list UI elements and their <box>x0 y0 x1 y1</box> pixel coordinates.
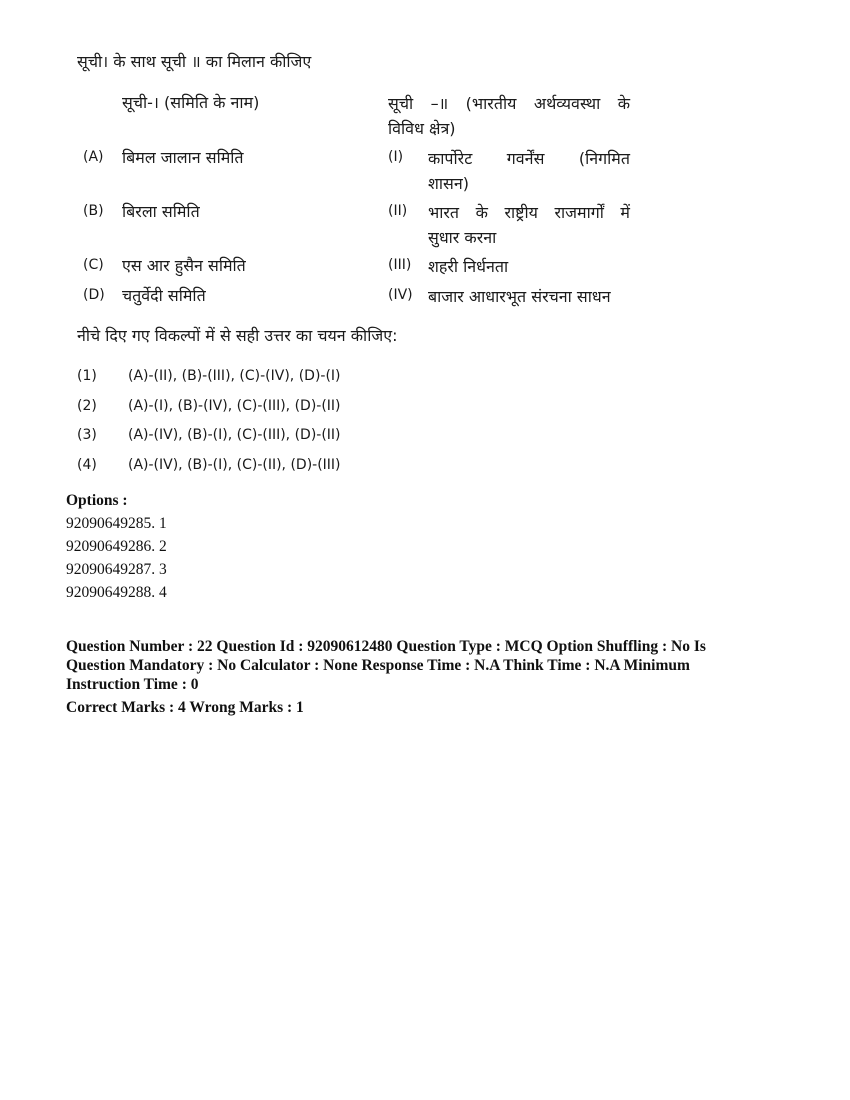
row-right-key: (II) <box>388 203 408 219</box>
question-meta <box>66 637 756 717</box>
meta-line: Question Mandatory : No Calculator : None Response Time : N.A Think Time : N.A Minimum <box>66 657 690 674</box>
row-left-text: बिमल जालान समिति <box>122 148 244 167</box>
choice-text: (A)-(II), (B)-(III), (C)-(IV), (D)-(I) <box>128 368 341 384</box>
choice-text: (A)-(I), (B)-(IV), (C)-(III), (D)-(II) <box>128 398 341 414</box>
row-right-key: (IV) <box>388 287 413 303</box>
row-right-text <box>428 146 630 196</box>
row-right-text <box>428 284 630 309</box>
row-left-text: बिरला समिति <box>122 202 200 221</box>
list2-header <box>388 91 630 141</box>
option-item: 92090649285. 1 <box>66 515 167 532</box>
row-right-line1: कार्पोरेट गवर्नेंस (निगमित <box>428 149 630 168</box>
choice-number: (2) <box>77 398 97 414</box>
row-right-line1: शहरी निर्धनता <box>428 257 509 276</box>
question-instruction: सूची। के साथ सूची ॥ का मिलान कीजिए <box>77 52 312 71</box>
row-right-text <box>428 254 630 279</box>
meta-line: Question Number : 22 Question Id : 92090612480 Question Type : MCQ Option Shuffling : No Is <box>66 638 706 655</box>
row-left-key: (B) <box>83 203 104 219</box>
row-left-text: एस आर हुसैन समिति <box>122 256 246 275</box>
list1-header: सूची-। (समिति के नाम) <box>122 93 260 112</box>
option-item: 92090649286. 2 <box>66 538 167 555</box>
marks-line: Correct Marks : 4 Wrong Marks : 1 <box>66 699 304 716</box>
choice-number: (1) <box>77 368 97 384</box>
meta-line: Instruction Time : 0 <box>66 676 199 693</box>
row-right-text <box>428 200 630 250</box>
row-right-line2: शासन) <box>428 174 469 193</box>
option-item: 92090649287. 3 <box>66 561 167 578</box>
choose-prompt: नीचे दिए गए विकल्पों में से सही उत्तर का चयन कीजिए: <box>77 326 398 345</box>
option-item: 92090649288. 4 <box>66 584 167 601</box>
row-right-line1: भारत के राष्ट्रीय राजमार्गों में <box>428 203 630 222</box>
row-right-line2: सुधार करना <box>428 228 497 247</box>
row-right-line1: बाजार आधारभूत संरचना साधन <box>428 287 611 306</box>
choice-text: (A)-(IV), (B)-(I), (C)-(II), (D)-(III) <box>128 457 341 473</box>
row-left-key: (C) <box>83 257 104 273</box>
choice-number: (4) <box>77 457 97 473</box>
list2-header-line1: सूची –॥ (भारतीय अर्थव्यवस्था के <box>388 94 630 113</box>
choice-text: (A)-(IV), (B)-(I), (C)-(III), (D)-(II) <box>128 427 341 443</box>
options-label: Options : <box>66 492 128 509</box>
row-left-text: चतुर्वेदी समिति <box>122 286 206 305</box>
list2-header-line2: विविध क्षेत्र) <box>388 119 456 138</box>
row-left-key: (D) <box>83 287 105 303</box>
row-right-key: (I) <box>388 149 404 165</box>
row-right-key: (III) <box>388 257 412 273</box>
choice-number: (3) <box>77 427 97 443</box>
row-left-key: (A) <box>83 149 104 165</box>
